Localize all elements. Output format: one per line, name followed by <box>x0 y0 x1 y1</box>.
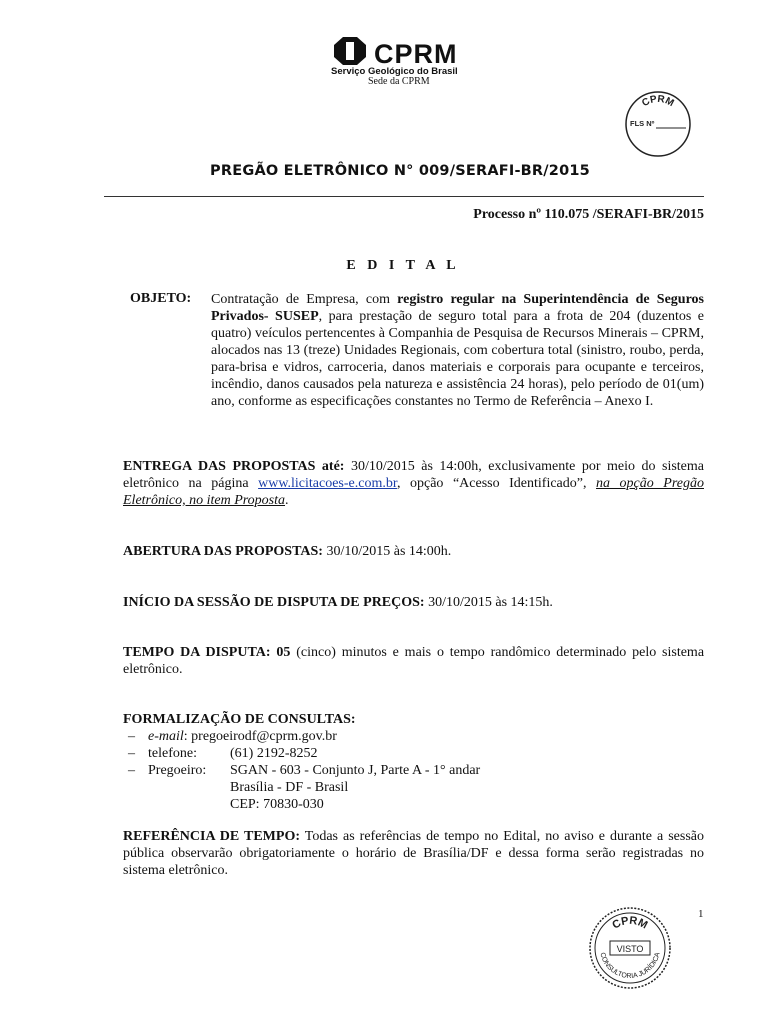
formalizacao-heading: FORMALIZAÇÃO DE CONSULTAS: <box>123 712 356 727</box>
edital-heading: E D I T A L <box>346 258 460 273</box>
visto-stamp <box>588 906 672 995</box>
cprm-emblem-icon <box>330 36 370 66</box>
objeto-label: OBJETO: <box>130 291 192 306</box>
document-title: PREGÃO ELETRÔNICO N° 009/SERAFI-BR/2015 <box>210 163 590 179</box>
objeto-text: Contratação de Empresa, com registro regular na Superintendência de Seguros Privados- SUSEP, para prestação de seguro total para a frota de 204 (duzentos e quatro) veículos pertencentes à Companhia de Pesquisa de Recursos Minerais – CPRM, alocados nas 13 (treze) Unidades Regionais, com cobertura total (sinistro, roubo, perda, para-brisa e vidros, carroceria, danos materiais e corporais para ocupante e terceiros, incêndio, danos causados pela natureza e assistência 24 horas), pelo período de 01(um) ano, conforme as especificações constantes no Termo de Referência – Anexo I. <box>211 292 705 409</box>
stamp-bottom-center: VISTO <box>616 944 644 954</box>
logo-subtitle: Serviço Geológico do Brasil <box>331 66 458 77</box>
stamp-bottom-top: CPRM <box>610 914 650 932</box>
svg-text:CPRM <box>640 94 675 109</box>
stamp-top-label: FLS Nº <box>630 119 655 128</box>
page-count-stamp <box>624 90 692 163</box>
process-number: Processo nº 110.075 /SERAFI-BR/2015 <box>473 207 704 222</box>
page-number: 1 <box>698 908 704 920</box>
stamp-bottom-bottom: CONSULTORIA JURÍDICA <box>598 951 662 981</box>
inicio-paragraph: INÍCIO DA SESSÃO DE DISPUTA DE PREÇOS: 30/10/2015 às 14:15h. <box>123 595 553 610</box>
tempo-paragraph: TEMPO DA DISPUTA: 05 (cinco) minutos e mais o tempo randômico determinado pelo sistema eletrônico. <box>123 645 705 677</box>
title-divider <box>104 196 704 197</box>
svg-text:CPRM <box>610 915 649 932</box>
licitacoes-link[interactable]: www.licitacoes-e.com.br <box>258 476 397 491</box>
logo-wordmark: CPRM <box>374 39 458 69</box>
svg-text:CONSULTORIA JURÍDICA <box>598 952 661 981</box>
entrega-paragraph: ENTREGA DAS PROPOSTAS até: 30/10/2015 às 14:00h, exclusivamente por meio do sistema eletrônico na página www.licitacoes-e.com.br, opção “Acesso Identificado”, na opção Pregão Eletrônico, no item Proposta. <box>123 459 704 508</box>
entrega-label: ENTREGA DAS PROPOSTAS até: <box>123 459 345 474</box>
stamp-top-title: CPRM <box>640 93 676 110</box>
referencia-paragraph: REFERÊNCIA DE TEMPO: Todas as referências de tempo no Edital, no aviso e durante a sessão pública observarão obrigatoriamente o horário de Brasília/DF e dessa forma serão registradas no sistema eletrônico. <box>123 829 705 878</box>
sede-label: Sede da CPRM <box>368 76 430 87</box>
abertura-paragraph: ABERTURA DAS PROPOSTAS: 30/10/2015 às 14:00h. <box>123 544 452 559</box>
